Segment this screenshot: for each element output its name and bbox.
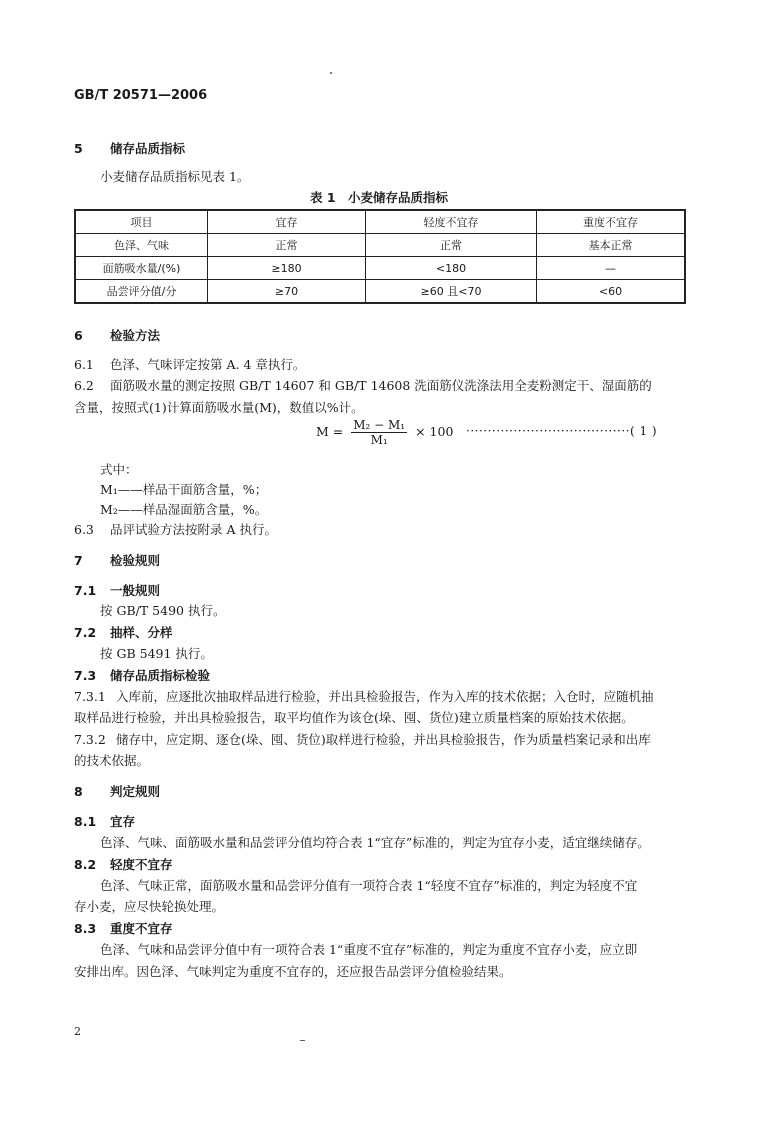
quality-table bbox=[74, 209, 686, 304]
table-cell: — bbox=[537, 257, 686, 280]
clause-number: 8.2 bbox=[74, 857, 97, 872]
section-title: 判定规则 bbox=[110, 784, 161, 799]
formula-1 bbox=[316, 418, 453, 447]
table-cell: ≥180 bbox=[208, 257, 366, 280]
formula-numerator: M₂ − M₁ bbox=[353, 418, 406, 432]
clause-7-1-heading bbox=[74, 581, 160, 599]
clause-number: 6.2 bbox=[74, 378, 94, 393]
section-8-heading bbox=[74, 782, 160, 800]
table-cell: <180 bbox=[366, 257, 537, 280]
clause-6-2 bbox=[74, 376, 652, 394]
clause-text: 色泽、气味评定按第 A. 4 章执行。 bbox=[110, 357, 306, 372]
section-5-heading bbox=[74, 139, 185, 157]
clause-7-3-2-continued: 的技术依据。 bbox=[74, 753, 150, 768]
section-number: 5 bbox=[74, 141, 83, 156]
formula-lhs: M = bbox=[316, 424, 344, 439]
clause-title: 抽样、分样 bbox=[110, 625, 173, 640]
clause-number: 7.2 bbox=[74, 625, 97, 640]
clause-title: 储存品质指标检验 bbox=[110, 668, 211, 683]
clause-7-3-1 bbox=[74, 687, 654, 705]
clause-7-3-2 bbox=[74, 730, 651, 748]
clause-7-1-text: 按 GB/T 5490 执行。 bbox=[100, 603, 226, 618]
clause-number: 7.3.1 bbox=[74, 689, 106, 704]
table-header-cell: 轻度不宜存 bbox=[366, 210, 537, 234]
table-header-cell: 重度不宜存 bbox=[537, 210, 686, 234]
clause-8-1-heading bbox=[74, 812, 135, 830]
clause-8-2-text: 色泽、气味正常，面筋吸水量和品尝评分值有一项符合表 1“轻度不宜存”标准的，判定为轻度不宜 bbox=[100, 878, 638, 893]
clause-8-3-heading bbox=[74, 919, 173, 937]
clause-7-3-heading bbox=[74, 666, 210, 684]
table-header-cell: 项目 bbox=[75, 210, 208, 234]
clause-8-1-text: 色泽、气味、面筋吸水量和品尝评分值均符合表 1“宜存”标准的，判定为宜存小麦，适宜继续储存。 bbox=[100, 835, 650, 850]
section-title: 检验规则 bbox=[110, 553, 161, 568]
clause-title: 宜存 bbox=[110, 814, 136, 829]
clause-number: 6.3 bbox=[74, 522, 94, 537]
table-cell: 正常 bbox=[366, 234, 537, 257]
clause-text: 面筋吸水量的测定按照 GB/T 14607 和 GB/T 14608 洗面筋仪洗涤法用全麦粉测定干、湿面筋的 bbox=[110, 378, 652, 393]
formula-dots: ······································ bbox=[466, 424, 630, 438]
clause-6-3 bbox=[74, 520, 277, 538]
table-cell: 品尝评分值/分 bbox=[75, 280, 208, 304]
section-number: 6 bbox=[74, 328, 83, 343]
clause-title: 轻度不宜存 bbox=[110, 857, 173, 872]
clause-7-2-text: 按 GB 5491 执行。 bbox=[100, 646, 213, 661]
clause-8-2-continued: 存小麦，应尽快轮换处理。 bbox=[74, 899, 225, 914]
table-caption: 表 1 小麦储存品质指标 bbox=[310, 190, 449, 205]
table-cell: 色泽、气味 bbox=[75, 234, 208, 257]
clause-text: 储存中，应定期、逐仓(垛、囤、货位)取样进行检验，并出具检验报告，作为质量档案记录和出库 bbox=[116, 732, 651, 747]
clause-7-3-1-continued: 取样品进行检验，并出具检验报告，取平均值作为该仓(垛、囤、货位)建立质量档案的原始技术依据。 bbox=[74, 710, 634, 725]
clause-title: 一般规则 bbox=[110, 583, 161, 598]
clause-7-2-heading bbox=[74, 623, 173, 641]
table-cell: ≥70 bbox=[208, 280, 366, 304]
table-cell: ≥60 且<70 bbox=[366, 280, 537, 304]
table-row bbox=[75, 257, 685, 280]
table-cell: 正常 bbox=[208, 234, 366, 257]
section-5-intro: 小麦储存品质指标见表 1。 bbox=[100, 169, 250, 184]
clause-number: 7.3 bbox=[74, 668, 97, 683]
table-header-cell: 宜存 bbox=[208, 210, 366, 234]
clause-6-1 bbox=[74, 355, 305, 373]
page-number: 2 bbox=[74, 1025, 81, 1038]
section-title: 检验方法 bbox=[110, 328, 161, 343]
scan-speck bbox=[300, 1040, 305, 1041]
scan-speck bbox=[330, 72, 332, 74]
clause-title: 重度不宜存 bbox=[110, 921, 173, 936]
clause-8-2-heading bbox=[74, 855, 173, 873]
table-cell: 基本正常 bbox=[537, 234, 686, 257]
table-cell: <60 bbox=[537, 280, 686, 304]
clause-6-2-continued: 含量，按照式(1)计算面筋吸水量(M)，数值以%计。 bbox=[74, 400, 364, 415]
formula-denominator: M₁ bbox=[370, 433, 388, 447]
clause-text: 入库前，应逐批次抽取样品进行检验，并出具检验报告，作为入库的技术依据；入仓时，应随机抽 bbox=[116, 689, 654, 704]
section-number: 8 bbox=[74, 784, 83, 799]
clause-8-3-continued: 安排出库。因色泽、气味判定为重度不宜存的，还应报告品尝评分值检验结果。 bbox=[74, 964, 512, 979]
section-number: 7 bbox=[74, 553, 83, 568]
table-cell: 面筋吸水量/(%) bbox=[75, 257, 208, 280]
clause-number: 7.1 bbox=[74, 583, 97, 598]
clause-number: 8.3 bbox=[74, 921, 97, 936]
table-header-row bbox=[75, 210, 685, 234]
clause-number: 7.3.2 bbox=[74, 732, 106, 747]
variable-m2: M₂——样品湿面筋含量，%。 bbox=[100, 502, 268, 517]
clause-number: 6.1 bbox=[74, 357, 94, 372]
where-label: 式中： bbox=[100, 462, 138, 477]
formula-leader bbox=[466, 424, 657, 438]
clause-8-3-text: 色泽、气味和品尝评分值中有一项符合表 1“重度不宜存”标准的，判定为重度不宜存小麦，应立即 bbox=[100, 942, 638, 957]
formula-number: ( 1 ) bbox=[629, 424, 658, 438]
section-title: 储存品质指标 bbox=[110, 141, 186, 156]
formula-fraction bbox=[351, 418, 407, 447]
clause-number: 8.1 bbox=[74, 814, 97, 829]
standard-header: GB/T 20571—2006 bbox=[74, 88, 208, 103]
clause-text: 品评试验方法按附录 A 执行。 bbox=[110, 522, 277, 537]
table-row bbox=[75, 280, 685, 304]
section-7-heading bbox=[74, 551, 160, 569]
table-row bbox=[75, 234, 685, 257]
variable-m1: M₁——样品干面筋含量，%； bbox=[100, 482, 268, 497]
section-6-heading bbox=[74, 326, 160, 344]
formula-rhs: × 100 bbox=[415, 424, 454, 439]
